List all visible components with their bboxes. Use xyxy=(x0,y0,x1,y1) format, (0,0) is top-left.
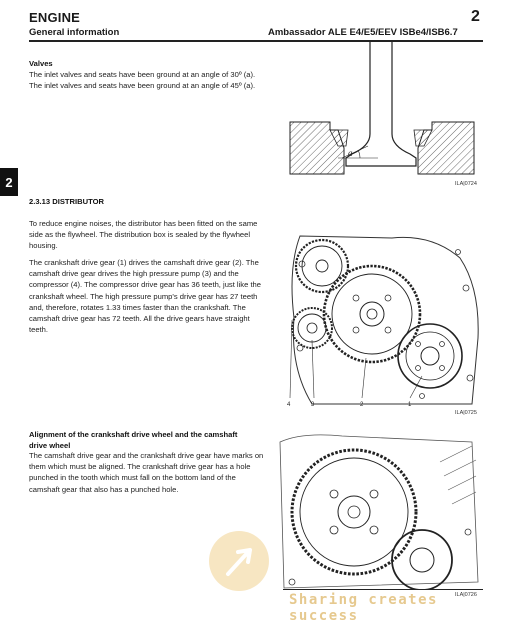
callout-1: 1 xyxy=(408,402,412,408)
crankshaft-gear xyxy=(398,324,462,388)
page-subtitle: General information xyxy=(29,27,120,38)
distributor-intro: To reduce engine noises, the distributor has been fitted on the same side as the flywheel. The distribution box is sealed by the flywheel housing. xyxy=(29,219,258,251)
alignment-figure xyxy=(272,432,484,590)
model-designation: Ambassador ALE E4/E5/EEV ISBe4/ISB6.7 xyxy=(268,27,458,38)
footer-rule xyxy=(283,589,483,590)
alignment-heading: Alignment of the crankshaft drive wheel and the camshaft drive wheel xyxy=(29,430,238,450)
distributor-heading: 2.3.13 DISTRIBUTOR xyxy=(29,197,104,206)
gear-figure-code: ILA|0725 xyxy=(455,410,477,416)
gear-train-figure xyxy=(282,228,484,414)
alignment-crankshaft-gear xyxy=(392,530,452,590)
valves-heading: Valves xyxy=(29,59,53,68)
alignment-figure-code: ILA|0726 xyxy=(455,592,477,598)
alignment-camshaft-gear xyxy=(292,450,416,574)
watermark-text: Sharing creates success xyxy=(289,592,438,624)
chapter-tab: 2 xyxy=(0,168,18,196)
callout-2: 2 xyxy=(360,402,364,408)
valve-seat-figure xyxy=(282,42,482,192)
valves-text: The inlet valves and seats have been ground at an angle of 30º (a). The inlet valves and seats have been ground at an angle of 45º (a). xyxy=(29,70,256,91)
angle-label: a xyxy=(348,148,353,158)
section-title: ENGINE xyxy=(29,10,81,25)
page-number: 2 xyxy=(471,8,480,25)
callout-3: 3 xyxy=(311,402,315,408)
camshaft-gear xyxy=(324,266,420,362)
watermark-logo xyxy=(206,528,272,594)
distributor-description: The crankshaft drive gear (1) drives the camshaft drive gear (2). The camshaft drive gear drives the high pressure pump (3) and the compressor (4). The compressor drive gear has 36 teeth, just like the crankshaft wheel. The high pressure pump's drive gear has 27 teeth and, therefore, rotates 1.33 times faster than the crankshaft. The camshaft drive gear has 72 teeth. All the drive gears have straight teeth. xyxy=(29,258,261,335)
valve-figure-code: ILA|0724 xyxy=(455,181,477,187)
alignment-text: The camshaft drive gear and the crankshaft drive gear have marks on them which must be aligned. The crankshaft drive gear has a hole punched in the tooth which must fall on the bottom land of the camshaft gear that also has a punched hole. xyxy=(29,451,264,494)
callout-4: 4 xyxy=(287,402,291,408)
